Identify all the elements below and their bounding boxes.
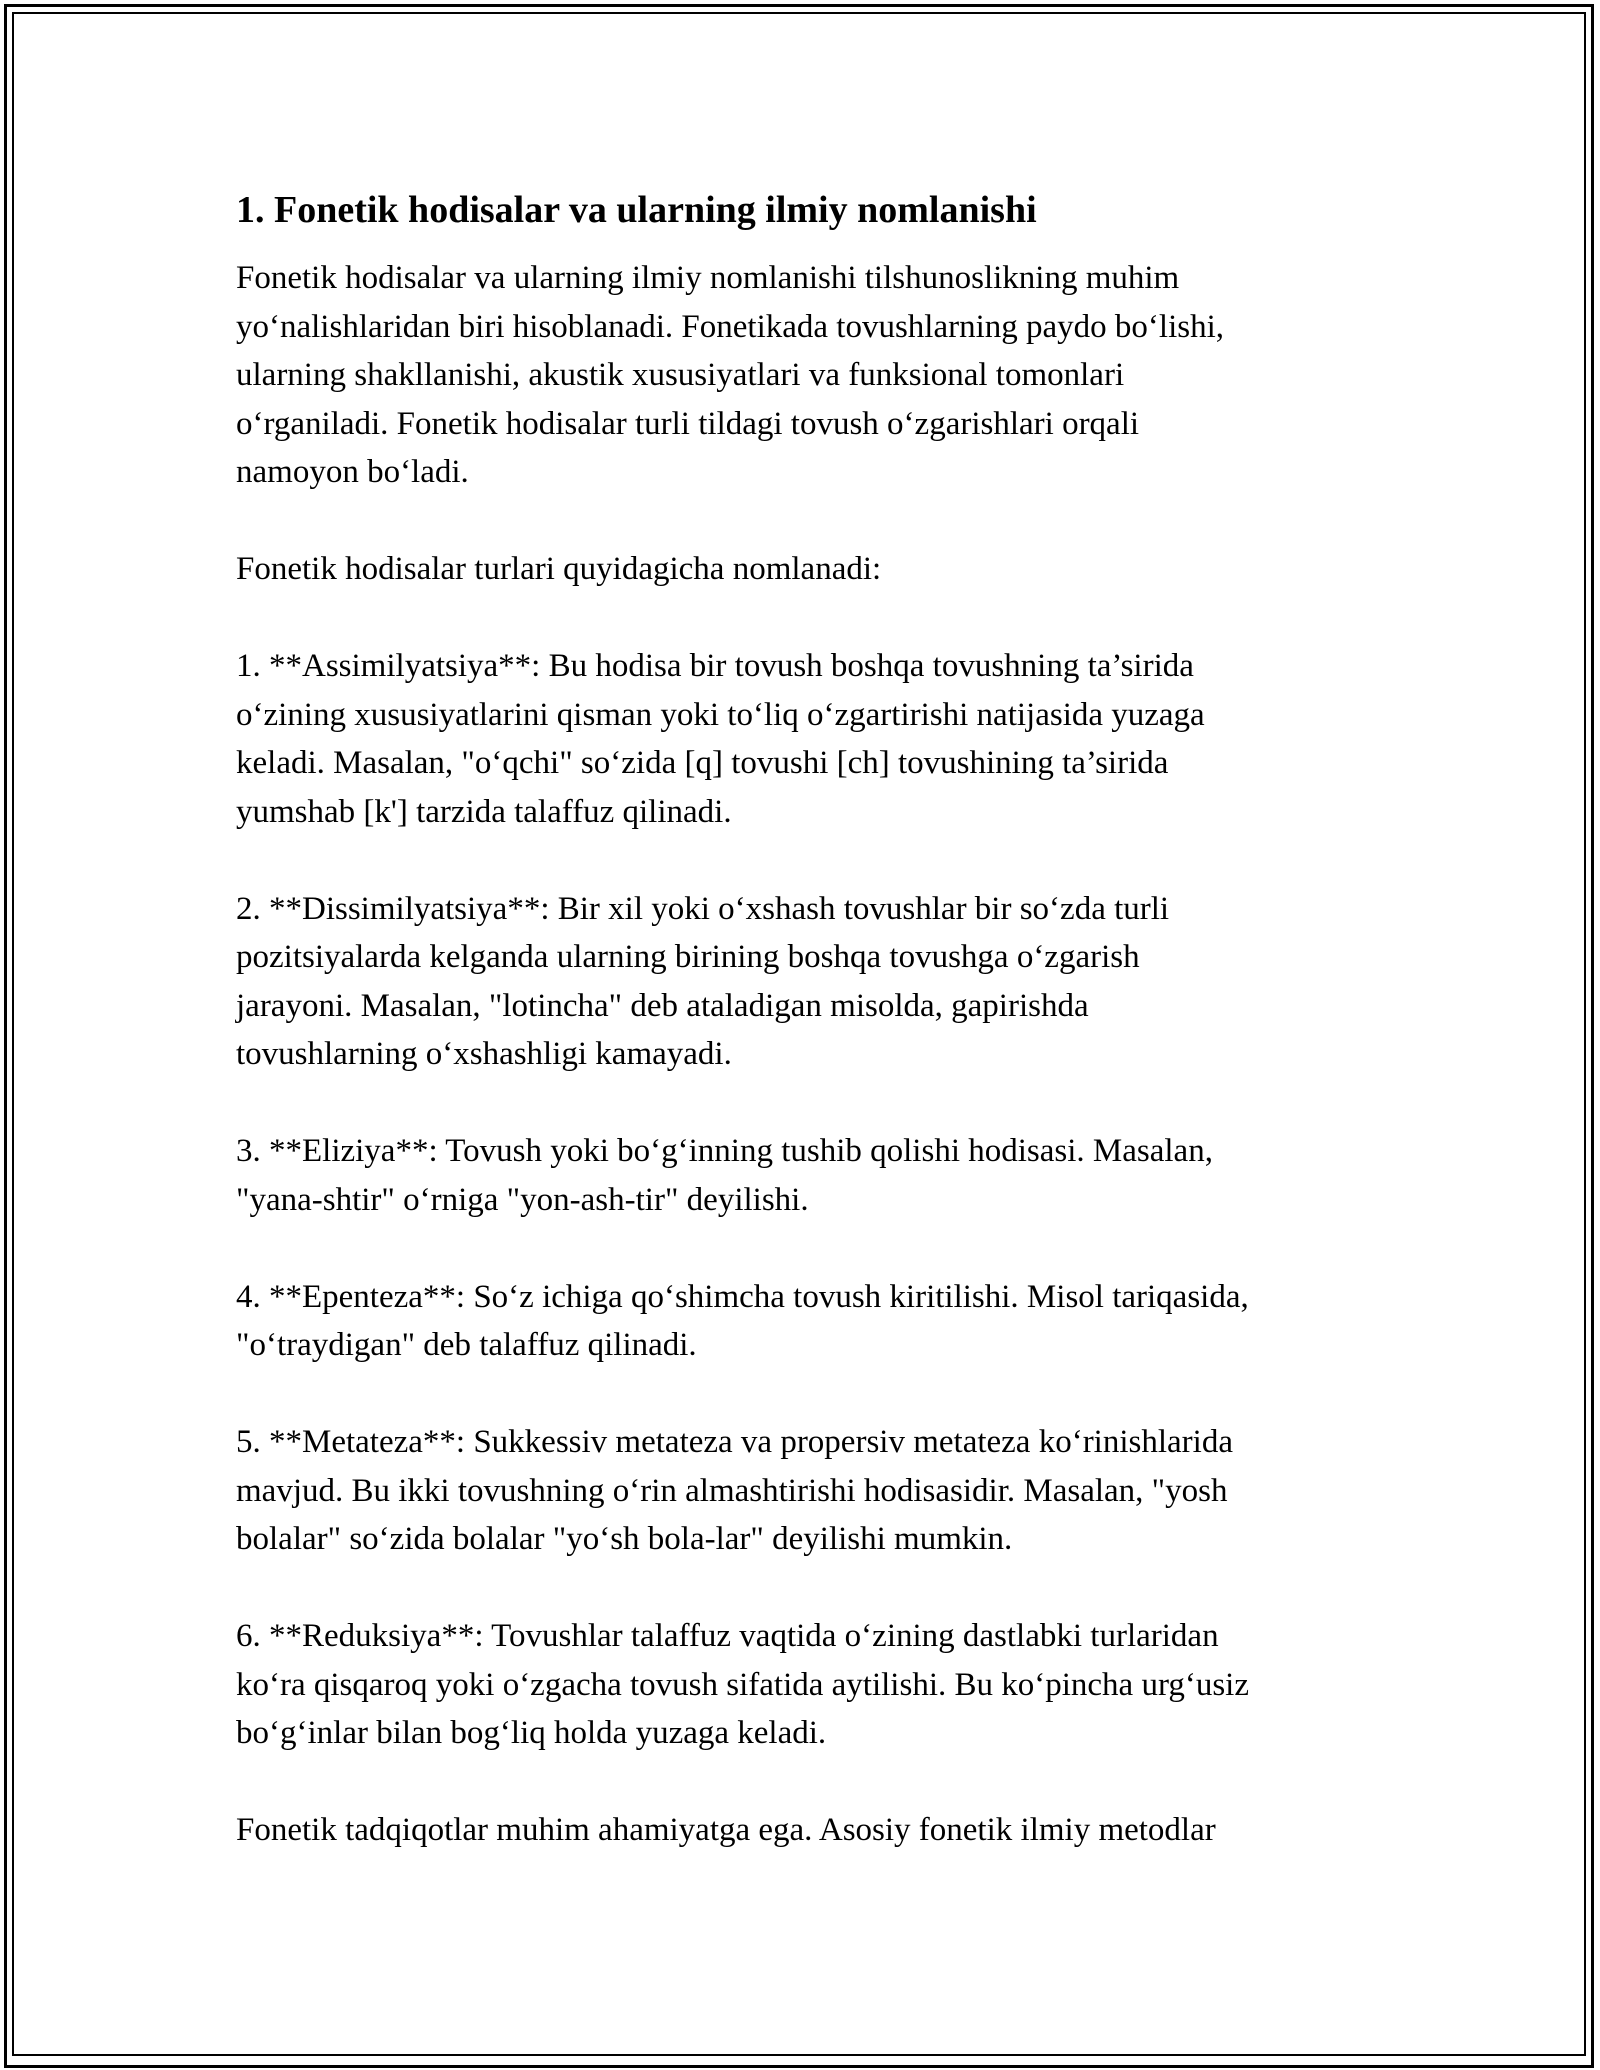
- closing-paragraph: Fonetik tadqiqotlar muhim ahamiyatga ega. Asosiy fonetik ilmiy metodlar: [236, 1812, 1216, 1848]
- dissimilation-item: 2. **Dissimilyatsiya**: Bir xil yoki o‘xshash tovushlar bir so‘zda turli pozitsiyalarda kelganda ularning birining boshqa tovushga o‘zgarish jarayoni. Masalan, "lotincha" deb ataladigan misolda, gapirishda tovushlarning o‘xshashligi kamayadi.: [236, 890, 1170, 1072]
- epenthesis-item: 4. **Epenteza**: So‘z ichiga qo‘shimcha tovush kiritilishi. Misol tariqasida, "o‘traydigan" deb talaffuz qilinadi.: [236, 1278, 1249, 1363]
- elision-item: 3. **Eliziya**: Tovush yoki bo‘g‘inning tushib qolishi hodisasi. Masalan, "yana-shtir" o‘rniga "yon-ash-tir" deyilishi.: [236, 1133, 1213, 1218]
- section-heading: 1. Fonetik hodisalar va ularning ilmiy nomlanishi: [236, 189, 1037, 231]
- document-body: [236, 186, 1386, 1855]
- assimilation-item: 1. **Assimilyatsiya**: Bu hodisa bir tovush boshqa tovushning ta’sirida o‘zining xususiyatlarini qisman yoki to‘liq o‘zgartirishi natijasida yuzaga keladi. Masalan, "o‘qchi" so‘zida [q] tovushi [ch] tovushining ta’sirida yumshab [k'] tarzida talaffuz qilinadi.: [236, 648, 1205, 830]
- metathesis-item: 5. **Metateza**: Sukkessiv metateza va propersiv metateza ko‘rinishlarida mavjud. Bu ikki tovushning o‘rin almashtirishi hodisasidir. Masalan, "yosh bolalar" so‘zida bolalar "yo‘sh bola-lar" deyilishi mumkin.: [236, 1424, 1233, 1557]
- reduction-item: 6. **Reduksiya**: Tovushlar talaffuz vaqtida o‘zining dastlabki turlaridan ko‘ra qisqaroq yoki o‘zgacha tovush sifatida aytilishi. Bu ko‘pincha urg‘usiz bo‘g‘inlar bilan bog‘liq holda yuzaga keladi.: [236, 1618, 1249, 1751]
- types-intro-paragraph: Fonetik hodisalar turlari quyidagicha nomlanadi:: [236, 551, 882, 587]
- intro-paragraph: Fonetik hodisalar va ularning ilmiy nomlanishi tilshunoslikning muhim yo‘nalishlaridan biri hisoblanadi. Fonetikada tovushlarning paydo bo‘lishi, ularning shakllanishi, akustik xususiyatlari va funksional tomonlari o‘rganiladi. Fonetik hodisalar turli tildagi tovush o‘zgarishlari orqali namoyon bo‘ladi.: [236, 260, 1225, 490]
